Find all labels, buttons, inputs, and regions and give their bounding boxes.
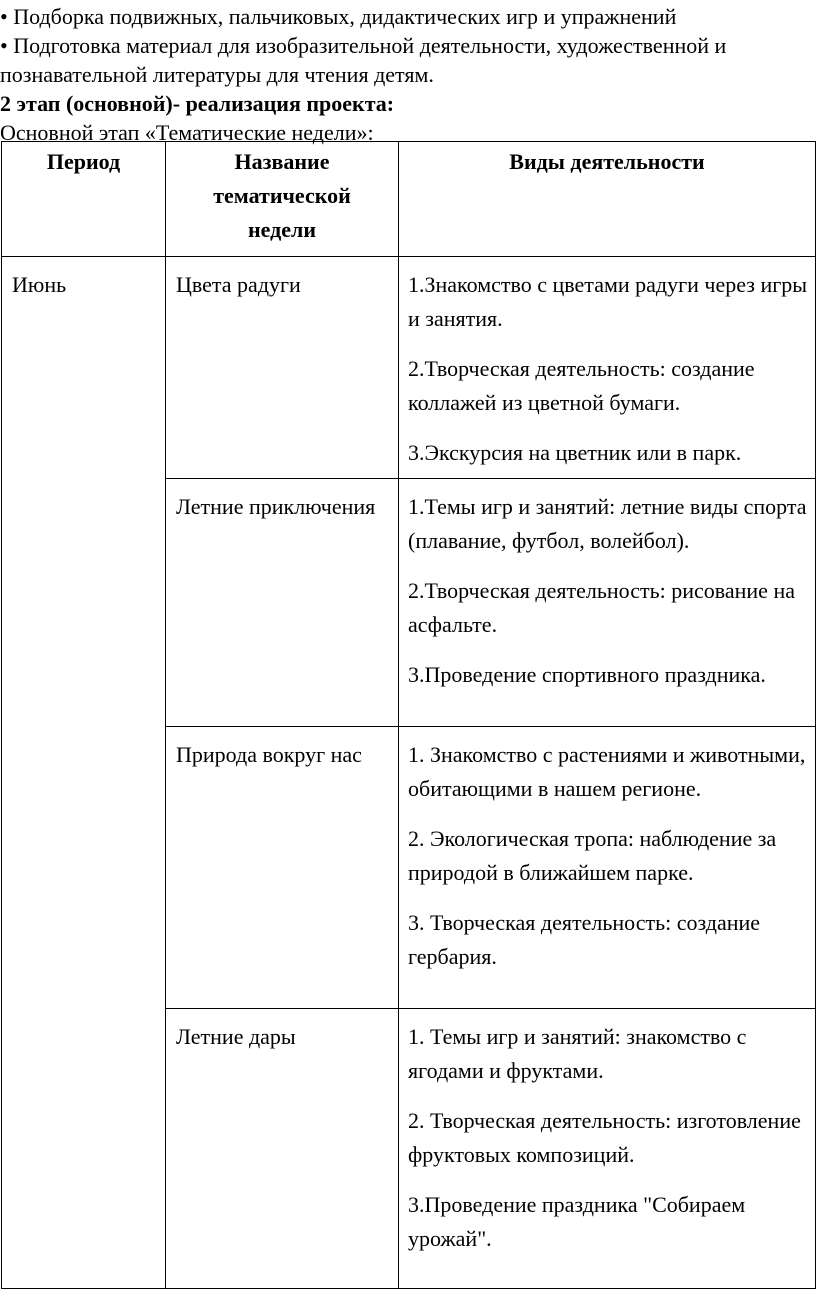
header-period: Период — [2, 142, 166, 257]
activity-item: 3.Проведение праздника "Собираем урожай". — [408, 1192, 746, 1251]
thematic-weeks-table — [1, 141, 816, 1289]
header-activities: Виды деятельности — [399, 142, 816, 257]
week-name-cell: Летние дары — [166, 1009, 399, 1289]
activity-item: 2. Экологическая тропа: наблюдение за природой в ближайшем парке. — [408, 826, 777, 885]
period-cell: Июнь — [2, 257, 166, 1289]
activities-cell — [399, 1009, 816, 1289]
activities-cell — [399, 257, 816, 479]
activity-item: 1. Знакомство с растениями и животными, обитающими в нашем регионе. — [408, 742, 806, 801]
activity-item: 1.Знакомство с цветами радуги через игры и занятия. — [408, 272, 808, 331]
activity-item: 3. Творческая деятельность: создание гербария. — [408, 910, 761, 969]
table-header-row — [2, 142, 816, 257]
week-name-cell: Летние приключения — [166, 479, 399, 727]
activity-item: 2. Творческая деятельность: изготовление фруктовых композиций. — [408, 1108, 801, 1167]
activity-item: 3.Проведение спортивного праздника. — [408, 662, 766, 687]
table-row — [2, 257, 816, 479]
bullet-games: • Подборка подвижных, пальчиковых, дидактических игр и упражнений — [0, 4, 677, 29]
week-name-cell: Природа вокруг нас — [166, 727, 399, 1009]
intro-section — [0, 2, 816, 147]
activity-item: 2.Творческая деятельность: создание коллажей из цветной бумаги. — [408, 356, 755, 415]
header-week-name: Название тематической недели — [166, 142, 399, 257]
activity-item: 3.Экскурсия на цветник или в парк. — [408, 440, 742, 465]
activities-cell — [399, 727, 816, 1009]
activity-item: 1. Темы игр и занятий: знакомство с ягодами и фруктами. — [408, 1024, 747, 1083]
stage-subtitle: Основной этап «Тематические недели»: — [0, 120, 374, 145]
activity-item: 2.Творческая деятельность: рисование на асфальте. — [408, 578, 795, 637]
week-name-cell: Цвета радуги — [166, 257, 399, 479]
bullet-materials: • Подготовка материал для изобразительной деятельности, художественной и познавательной литературы для чтения детям. — [0, 33, 727, 87]
stage-heading: 2 этап (основной)- реализация проекта: — [0, 91, 395, 116]
activities-cell — [399, 479, 816, 727]
activity-item: 1.Темы игр и занятий: летние виды спорта (плавание, футбол, волейбол). — [408, 494, 807, 553]
